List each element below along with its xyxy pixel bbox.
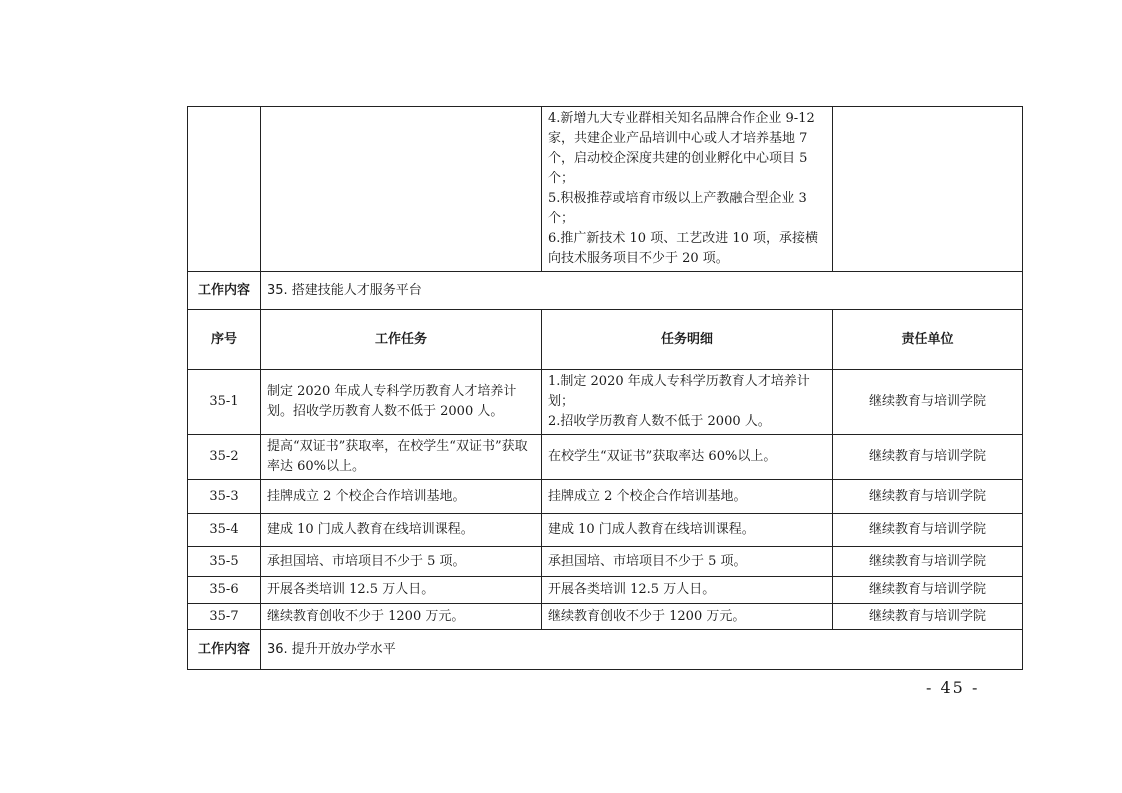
- row-task: 继续教育创收不少于 1200 万元。: [261, 604, 542, 630]
- row-id: 35-6: [188, 577, 261, 604]
- row-id: 35-5: [188, 547, 261, 577]
- table-row: [188, 514, 1023, 547]
- continued-detail-cell: [542, 107, 833, 272]
- section-36-row: [188, 630, 1023, 670]
- section-label: 工作内容: [188, 272, 261, 310]
- table-row: [188, 604, 1023, 630]
- header-task: 工作任务: [261, 310, 542, 370]
- row-unit: 继续教育与培训学院: [833, 547, 1023, 577]
- detail-line: 1.制定 2020 年成人专科学历教育人才培养计划；: [548, 374, 810, 409]
- work-plan-table: [187, 106, 1023, 670]
- empty-cell: [833, 107, 1023, 272]
- row-detail: 承担国培、市培项目不少于 5 项。: [542, 547, 833, 577]
- row-id: 35-7: [188, 604, 261, 630]
- detail-line: 5.积极推荐或培育市级以上产教融合型企业 3 个；: [548, 191, 807, 226]
- row-task: 承担国培、市培项目不少于 5 项。: [261, 547, 542, 577]
- continued-row: [188, 107, 1023, 272]
- row-unit: 继续教育与培训学院: [833, 370, 1023, 435]
- row-detail: 建成 10 门成人教育在线培训课程。: [542, 514, 833, 547]
- row-detail: 继续教育创收不少于 1200 万元。: [542, 604, 833, 630]
- table-row: [188, 370, 1023, 435]
- row-detail: 在校学生“双证书”获取率达 60%以上。: [542, 435, 833, 480]
- row-detail: 开展各类培训 12.5 万人日。: [542, 577, 833, 604]
- table-row: [188, 547, 1023, 577]
- row-task: 制定 2020 年成人专科学历教育人才培养计划。招收学历教育人数不低于 2000 人。: [261, 370, 542, 435]
- row-unit: 继续教育与培训学院: [833, 604, 1023, 630]
- row-task: 挂牌成立 2 个校企合作培训基地。: [261, 480, 542, 514]
- row-task: 提高“双证书”获取率，在校学生“双证书”获取率达 60%以上。: [261, 435, 542, 480]
- header-detail: 任务明细: [542, 310, 833, 370]
- row-id: 35-1: [188, 370, 261, 435]
- empty-cell: [188, 107, 261, 272]
- row-unit: 继续教育与培训学院: [833, 577, 1023, 604]
- row-detail: 挂牌成立 2 个校企合作培训基地。: [542, 480, 833, 514]
- row-id: 35-2: [188, 435, 261, 480]
- detail-line: 2.招收学历教育人数不低于 2000 人。: [548, 414, 771, 429]
- detail-line: 4.新增九大专业群相关知名品牌合作企业 9-12 家，共建企业产品培训中心或人才培养基地 7 个，启动校企深度共建的创业孵化中心项目 5 个；: [548, 111, 815, 186]
- row-id: 35-4: [188, 514, 261, 547]
- section-label: 工作内容: [188, 630, 261, 670]
- page-number: - 45 -: [926, 678, 980, 697]
- row-unit: 继续教育与培训学院: [833, 435, 1023, 480]
- empty-cell: [261, 107, 542, 272]
- row-unit: 继续教育与培训学院: [833, 514, 1023, 547]
- table-row: [188, 435, 1023, 480]
- row-unit: 继续教育与培训学院: [833, 480, 1023, 514]
- header-unit: 责任单位: [833, 310, 1023, 370]
- section-title: 36. 提升开放办学水平: [261, 630, 1023, 670]
- section-35-row: [188, 272, 1023, 310]
- table-header-row: [188, 310, 1023, 370]
- header-seq: 序号: [188, 310, 261, 370]
- table-row: [188, 577, 1023, 604]
- row-detail: [542, 370, 833, 435]
- row-task: 开展各类培训 12.5 万人日。: [261, 577, 542, 604]
- section-title: 35. 搭建技能人才服务平台: [261, 272, 1023, 310]
- table-row: [188, 480, 1023, 514]
- detail-line: 6.推广新技术 10 项、工艺改进 10 项，承接横向技术服务项目不少于 20 项。: [548, 231, 819, 266]
- row-id: 35-3: [188, 480, 261, 514]
- row-task: 建成 10 门成人教育在线培训课程。: [261, 514, 542, 547]
